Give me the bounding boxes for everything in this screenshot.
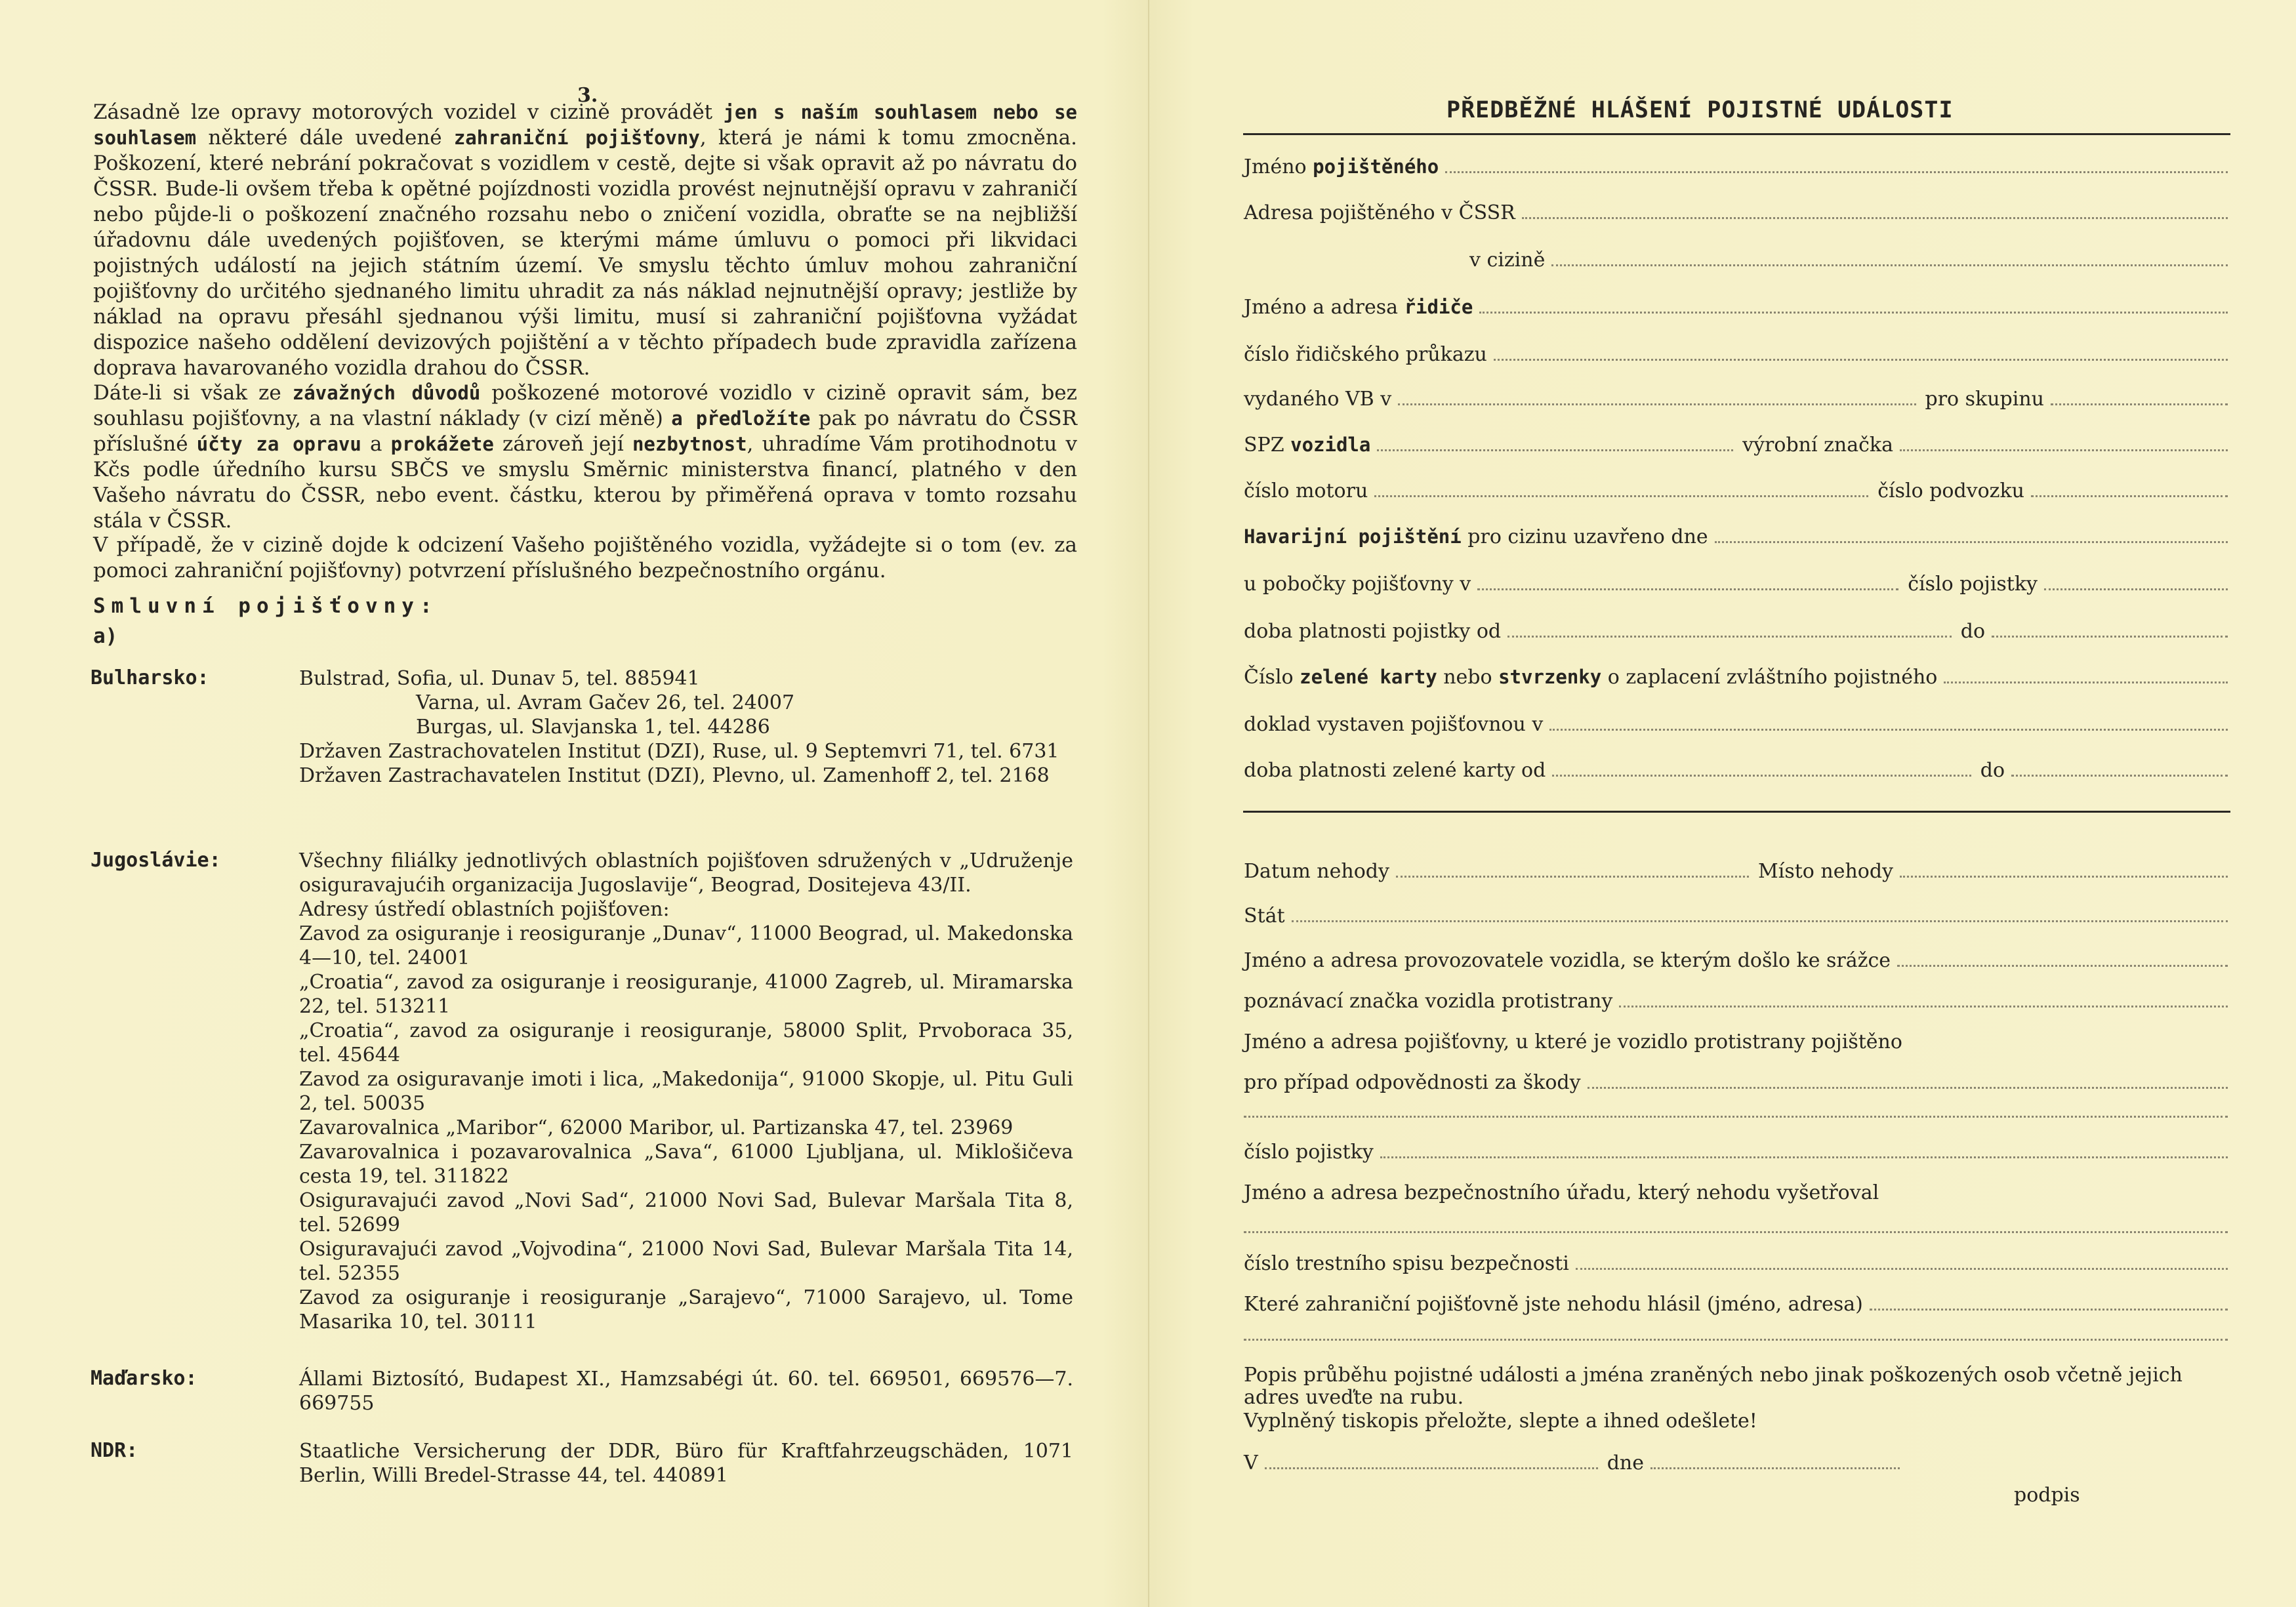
paragraph-theft: V případě, že v cizině dojde k odcizení Vašeho pojištěného vozidla, vyžádejte si o tom (ev. za pomoci zahraniční pojišťovny) potvrzení příslušného bezpečnostního orgánu. xyxy=(93,533,1077,582)
section-a-label: a) xyxy=(93,624,118,648)
title-rule xyxy=(1243,133,2230,135)
hav-date-field[interactable] xyxy=(1715,541,2228,543)
row-doc-issued: doklad vystaven pojišťovnou v xyxy=(1244,710,2228,736)
policy2-field[interactable] xyxy=(1380,1156,2228,1158)
row-date-place: Datum nehody Místo nehody xyxy=(1244,857,2228,883)
sign-date-field[interactable] xyxy=(1650,1467,1900,1469)
address-line: Bulstrad, Sofia, ul. Dunav 5, tel. 885941 xyxy=(299,667,700,690)
address-line: Osiguravajući zavod „Vojvodina“, 21000 Novi Sad, Bulevar Maršala Tita 14, tel. 52355 xyxy=(299,1238,1073,1285)
chassis-field[interactable] xyxy=(2031,495,2228,497)
liability-extra-field[interactable] xyxy=(1244,1116,2228,1118)
row-address-abroad: v cizině xyxy=(1469,245,2228,272)
paragraph-repairs: Zásadně lze opravy motorových vozidel v cizině provádět jen s naším souhlasem nebo se souhlasem některé dále uvedené zahraniční pojišťovny, která je námi k tomu zmocněna. Poškození, které nebrání pokračovat s vozidlem v cestě, dejte si však opravit až po návratu do ČSSR. Bude-li ovšem třeba k opětné pojízdnosti vozidla provést nejnutnější opravu v zahraničí nebo půjde-li o poškození značného rozsahu nebo o zničení vozidla, obraťte se na nejbližší úřadovnu dále uvedených pojišťoven, se kterými máme úmluvu o pomoci při likvidaci pojistných událostí na jejich státním území. Ve smyslu těchto úmluv mohou zahraniční pojišťovny do určitého sjednaného limitu uhradit za nás náklad nejnutnější opravy; jestliže by náklad na opravu přesáhl sjednanou výši limitu, musí si zahraniční pojišťovna vyžádat dispozice našeho oddělení devizových pojištění a v těchto případech bude zpravidla zařízena doprava havarovaného vozidla drahou do ČSSR. xyxy=(93,100,1077,380)
row-liability: pro případ odpovědnosti za škody xyxy=(1244,1068,2228,1094)
address-line: Staatliche Versicherung der DDR, Büro für Kraftfahrzeugschäden, 1071 Berlin, Willi Bredel-Strasse 44, tel. 440891 xyxy=(299,1440,1073,1487)
address-line: Všechny filiálky jednotlivých oblastních pojišťoven sdružených v „Udruženje osiguravajućih organizacija Jugoslavije“, Beograd, Dositejeva 43/II. xyxy=(299,849,1073,897)
row-reported-extra xyxy=(1244,1320,2228,1346)
address-line: Zavod za osiguranje i reosiguranje „Dunav“, 11000 Beograd, ul. Makedonska 4—10, tel. 24001 xyxy=(299,922,1073,969)
row-insurer-other: Jméno a adresa pojišťovny, u které je vozidlo protistrany pojištěno xyxy=(1244,1030,1902,1053)
row-state: Stát xyxy=(1244,901,2228,927)
address-line: Burgas, ul. Slavjanska 1, tel. 44286 xyxy=(416,716,770,739)
row-insured-name: Jméno pojištěného xyxy=(1244,152,2228,178)
paragraph-own-repair: Dáte-li si však ze závažných důvodů poškozené motorové vozidlo v cizině opravit sám, bez souhlasu pojišťovny, a na vlastní náklady (v cizí měně) a předložíte pak po návratu do ČSSR příslušné účty za opravu a prokážete zároveň její nezbytnost, uhradíme Vám protihodnotu v Kčs podle úředního kursu SBČS ve smyslu Směrnic ministerstva financí, platného v den Vašeho návratu do ČSSR, nebo event. částku, kterou by přiměřená oprava v tomto rozsahu stála v ČSSR. xyxy=(93,381,1077,533)
section-rule xyxy=(1243,811,2230,813)
sign-place-field[interactable] xyxy=(1265,1467,1598,1469)
row-green-card: Číslo zelené karty nebo stvrzenky o zaplacení zvláštního pojistného xyxy=(1244,662,2228,689)
row-spz: SPZ vozidla výrobní značka xyxy=(1244,430,2228,457)
plate-field[interactable] xyxy=(1619,1006,2228,1007)
entry-gdr xyxy=(299,1439,1073,1488)
row-place-day: V dne xyxy=(1244,1448,1900,1475)
row-driver: Jméno a adresa řidiče xyxy=(1244,293,2228,319)
insurers-heading: Smluvní pojišťovny: xyxy=(93,594,438,618)
country-hungary: Maďarsko: xyxy=(91,1367,197,1390)
page-fold xyxy=(1148,0,1149,1607)
doc-issued-field[interactable] xyxy=(1549,729,2228,731)
row-licence: číslo řidičského průkazu xyxy=(1244,340,2228,366)
address-line: Állami Biztosító, Budapest XI., Hamzsabégi út. 60. tel. 669501, 669576—7. 669755 xyxy=(299,1368,1073,1415)
row-police: Jméno a adresa bezpečnostního úřadu, který nehodu vyšetřoval xyxy=(1244,1181,1879,1204)
fold-instruction: Vyplněný tiskopis přeložte, slepte a ihned odešlete! xyxy=(1244,1410,1757,1433)
entry-bulgaria xyxy=(299,666,1073,788)
description-note: Popis průběhu pojistné události a jména zraněných nebo jinak poškozených osob včetně jejich adres uveďte na rubu. xyxy=(1244,1364,2183,1409)
form-title: PŘEDBĚŽNÉ HLÁŠENÍ POJISTNÉ UDÁLOSTI xyxy=(1446,97,1954,123)
driver-field[interactable] xyxy=(1479,312,2228,314)
address-line: Zavod za osiguravanje imoti i lica, „Makedonija“, 91000 Skopje, ul. Pitu Guli 2, tel. 50035 xyxy=(299,1068,1073,1115)
police-field[interactable] xyxy=(1244,1231,2228,1233)
row-plate: poznávací značka vozidla protistrany xyxy=(1244,987,2228,1013)
place-field[interactable] xyxy=(1900,876,2228,878)
row-card-validity: doba platnosti zelené karty od do xyxy=(1244,756,2228,782)
row-issued: vydaného VB v pro skupinu xyxy=(1244,384,2228,411)
green-card-field[interactable] xyxy=(1944,681,2228,683)
country-bulgaria: Bulharsko: xyxy=(91,666,209,689)
country-gdr: NDR: xyxy=(91,1439,138,1462)
issued-field[interactable] xyxy=(1398,403,1916,405)
row-branch: u pobočky pojišťovny v číslo pojistky xyxy=(1244,569,2228,596)
address-line: Varna, ul. Avram Gačev 26, tel. 24007 xyxy=(416,691,795,714)
branch-field[interactable] xyxy=(1477,588,1898,590)
row-reported: Které zahraniční pojišťovně jste nehodu hlásil (jméno, adresa) xyxy=(1244,1290,2228,1316)
address-cssr-field[interactable] xyxy=(1522,217,2228,219)
date-field[interactable] xyxy=(1396,876,1749,878)
address-line: „Croatia“, zavod za osiguranje i reosiguranje, 58000 Split, Prvoboraca 35, tel. 45644 xyxy=(299,1019,1073,1067)
validity-to-field[interactable] xyxy=(1992,636,2228,638)
insured-name-field[interactable] xyxy=(1445,171,2228,173)
address-line: „Croatia“, zavod za osiguranje i reosiguranje, 41000 Zagreb, ul. Miramarska 22, tel. 513211 xyxy=(299,971,1073,1018)
reported-field[interactable] xyxy=(1870,1309,2228,1311)
country-yugoslavia: Jugoslávie: xyxy=(91,849,221,872)
state-field[interactable] xyxy=(1292,920,2228,922)
address-line: Državen Zastrachovatelen Institut (DZI), Ruse, ul. 9 Septemvri 71, tel. 6731 xyxy=(299,740,1059,763)
address-line: Zavarovalnica i pozavarovalnica „Sava“, 61000 Ljubljana, ul. Miklošičeva cesta 19, tel. 311822 xyxy=(299,1141,1073,1188)
signature-label: podpis xyxy=(2014,1484,2080,1507)
group-field[interactable] xyxy=(2051,403,2228,405)
row-file: číslo trestního spisu bezpečnosti xyxy=(1244,1249,2228,1275)
make-field[interactable] xyxy=(1900,449,2228,451)
row-operator: Jméno a adresa provozovatele vozidla, se kterým došlo ke srážce xyxy=(1244,946,2228,972)
row-policy2: číslo pojistky xyxy=(1244,1137,2228,1164)
licence-field[interactable] xyxy=(1494,359,2228,361)
operator-field[interactable] xyxy=(1897,965,2228,967)
row-hav: Havarijní pojištění pro cizinu uzavřeno dne xyxy=(1244,522,2228,548)
entry-hungary xyxy=(299,1367,1073,1415)
row-engine: číslo motoru číslo podvozku xyxy=(1244,476,2228,502)
spz-field[interactable] xyxy=(1377,449,1733,451)
row-address-cssr: Adresa pojištěného v ČSSR xyxy=(1244,198,2228,224)
row-validity: doba platnosti pojistky od do xyxy=(1244,617,2228,643)
card-validity-to-field[interactable] xyxy=(2011,775,2228,777)
reported-extra-field[interactable] xyxy=(1244,1339,2228,1341)
entry-yugoslavia xyxy=(299,849,1073,1334)
address-abroad-field[interactable] xyxy=(1551,264,2228,266)
row-liability-extra xyxy=(1244,1097,2228,1123)
row-police-extra xyxy=(1244,1212,2228,1238)
policy-field[interactable] xyxy=(2044,588,2228,590)
validity-from-field[interactable] xyxy=(1507,636,1952,638)
file-field[interactable] xyxy=(1576,1268,2228,1270)
card-validity-from-field[interactable] xyxy=(1552,775,1971,777)
engine-field[interactable] xyxy=(1374,495,1868,497)
address-line: Adresy ústředí oblastních pojišťoven: xyxy=(299,898,670,921)
address-line: Zavod za osiguranje i reosiguranje „Sarajevo“, 71000 Sarajevo, ul. Tome Masarika 10, tel. 30111 xyxy=(299,1286,1073,1333)
liability-field[interactable] xyxy=(1588,1087,2228,1089)
address-line: Državen Zastrachavatelen Institut (DZI), Plevno, ul. Zamenhoff 2, tel. 2168 xyxy=(299,764,1050,787)
page-number: 3. xyxy=(577,84,598,107)
address-line: Osiguravajući zavod „Novi Sad“, 21000 Novi Sad, Bulevar Maršala Tita 8, tel. 52699 xyxy=(299,1189,1073,1236)
address-line: Zavarovalnica „Maribor“, 62000 Maribor, ul. Partizanska 47, tel. 23969 xyxy=(299,1116,1014,1139)
